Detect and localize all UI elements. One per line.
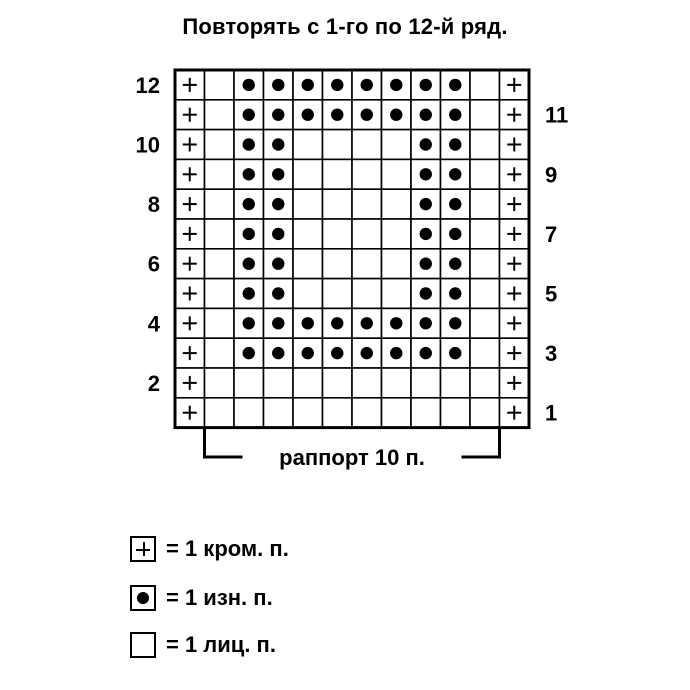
dot-icon (302, 79, 314, 91)
dot-icon (449, 228, 461, 240)
grid-cell (470, 189, 500, 219)
grid-cell (382, 398, 412, 428)
dot-icon (390, 109, 402, 121)
grid-cell (470, 159, 500, 189)
grid-cell (234, 368, 264, 398)
dot-icon (302, 109, 314, 121)
dot-icon (390, 317, 402, 329)
grid-cell (382, 219, 412, 249)
grid-cell (382, 130, 412, 160)
grid-cell (470, 100, 500, 130)
grid-cell (205, 219, 235, 249)
grid-cell (234, 398, 264, 428)
dot-icon (420, 198, 432, 210)
grid-cell (382, 249, 412, 279)
dot-icon (331, 347, 343, 359)
dot-icon (243, 168, 255, 180)
grid-cell (323, 249, 353, 279)
legend-label: = 1 лиц. п. (166, 632, 276, 657)
grid-cell (205, 70, 235, 100)
grid-cell (441, 398, 471, 428)
grid-cell (352, 249, 382, 279)
grid-cell (205, 249, 235, 279)
dot-icon (390, 347, 402, 359)
grid-cell (352, 159, 382, 189)
grid-cell (264, 368, 294, 398)
dot-icon (420, 228, 432, 240)
dot-icon (361, 317, 373, 329)
grid-cell (293, 398, 323, 428)
plus-icon (130, 536, 156, 562)
grid-cell (470, 279, 500, 309)
grid-cell (205, 398, 235, 428)
grid-cell (293, 368, 323, 398)
dot-icon (272, 228, 284, 240)
row-number-right: 3 (545, 341, 558, 367)
dot-icon (243, 228, 255, 240)
legend-row-knit-stitch (130, 631, 276, 659)
dot-icon (449, 168, 461, 180)
grid-cell (441, 368, 471, 398)
row-number-left: 12 (135, 72, 160, 98)
grid-cell (323, 159, 353, 189)
grid-cell (323, 279, 353, 309)
chart-title: Повторять с 1-го по 12-й ряд. (182, 14, 508, 39)
grid-cell (323, 219, 353, 249)
legend-row-edge-stitch (130, 535, 289, 563)
dot-icon (449, 198, 461, 210)
dot-icon (420, 287, 432, 299)
grid-cell (205, 338, 235, 368)
dot-icon (390, 79, 402, 91)
dot-icon (420, 109, 432, 121)
dot-icon (420, 168, 432, 180)
grid-cell (293, 130, 323, 160)
dot-icon (272, 138, 284, 150)
row-number-left: 10 (135, 132, 160, 158)
dot-icon (420, 317, 432, 329)
grid-cell (352, 279, 382, 309)
row-number-left: 8 (147, 192, 160, 218)
dot-icon (243, 138, 255, 150)
dot-icon (331, 109, 343, 121)
grid-cell (323, 398, 353, 428)
dot-icon (272, 287, 284, 299)
dot-icon (361, 109, 373, 121)
rapport-bracket (462, 428, 500, 457)
grid-cell (470, 368, 500, 398)
grid-cell (205, 159, 235, 189)
grid-cell (470, 249, 500, 279)
legend-label: = 1 кром. п. (166, 536, 289, 561)
grid-cell (470, 338, 500, 368)
dot-icon (243, 109, 255, 121)
dot-icon (130, 585, 156, 611)
dot-icon (420, 138, 432, 150)
legend-row-purl-stitch (130, 584, 273, 612)
grid-cell (352, 130, 382, 160)
grid-cell (205, 100, 235, 130)
grid-cell (352, 189, 382, 219)
dot-icon (243, 317, 255, 329)
dot-icon (449, 138, 461, 150)
grid-cell (470, 70, 500, 100)
grid-cell (470, 130, 500, 160)
grid-cell (470, 398, 500, 428)
row-number-right: 1 (545, 400, 558, 426)
row-number-right: 9 (545, 162, 558, 188)
row-number-right: 5 (545, 281, 558, 307)
dot-icon (449, 317, 461, 329)
dot-icon (449, 79, 461, 91)
empty-square-icon (130, 632, 156, 658)
dot-icon (331, 317, 343, 329)
grid-cell (323, 368, 353, 398)
grid-cell (382, 279, 412, 309)
grid-cell (323, 189, 353, 219)
grid-cell (352, 398, 382, 428)
grid-cell (293, 279, 323, 309)
dot-icon (449, 258, 461, 270)
dot-icon (272, 347, 284, 359)
grid-cell (293, 249, 323, 279)
row-number-left: 6 (147, 251, 160, 277)
grid-cell (382, 368, 412, 398)
dot-icon (420, 79, 432, 91)
dot-icon (449, 109, 461, 121)
grid-cell (411, 398, 441, 428)
dot-icon (243, 198, 255, 210)
grid-cell (470, 308, 500, 338)
grid-cell (205, 308, 235, 338)
rapport-bracket (205, 428, 243, 457)
legend-label: = 1 изн. п. (166, 585, 273, 610)
grid-cell (205, 130, 235, 160)
grid-cell (352, 368, 382, 398)
row-number-right: 7 (545, 221, 558, 247)
grid-cell (293, 189, 323, 219)
row-number-left: 4 (147, 311, 160, 337)
dot-icon (302, 347, 314, 359)
row-number-left: 2 (147, 370, 160, 396)
row-number-right: 11 (545, 102, 569, 128)
grid-cell (205, 279, 235, 309)
grid-cell (382, 159, 412, 189)
dot-icon (272, 258, 284, 270)
rapport-label: раппорт 10 п. (279, 445, 425, 470)
dot-icon (272, 198, 284, 210)
dot-icon (272, 317, 284, 329)
grid-cell (382, 189, 412, 219)
dot-icon (272, 109, 284, 121)
grid-cell (352, 219, 382, 249)
dot-icon (361, 79, 373, 91)
dot-icon (272, 168, 284, 180)
dot-icon (361, 347, 373, 359)
grid-cell (411, 368, 441, 398)
dot-icon (272, 79, 284, 91)
grid-cell (323, 130, 353, 160)
grid-cell (205, 189, 235, 219)
dot-icon (243, 258, 255, 270)
dot-icon (420, 347, 432, 359)
dot-icon (449, 347, 461, 359)
dot-icon (449, 287, 461, 299)
dot-icon (331, 79, 343, 91)
grid-cell (470, 219, 500, 249)
grid-cell (264, 398, 294, 428)
dot-icon (243, 347, 255, 359)
grid-cell (205, 368, 235, 398)
dot-icon (243, 287, 255, 299)
grid-cell (293, 219, 323, 249)
dot-icon (243, 79, 255, 91)
dot-icon (302, 317, 314, 329)
dot-icon (420, 258, 432, 270)
grid-cell (293, 159, 323, 189)
